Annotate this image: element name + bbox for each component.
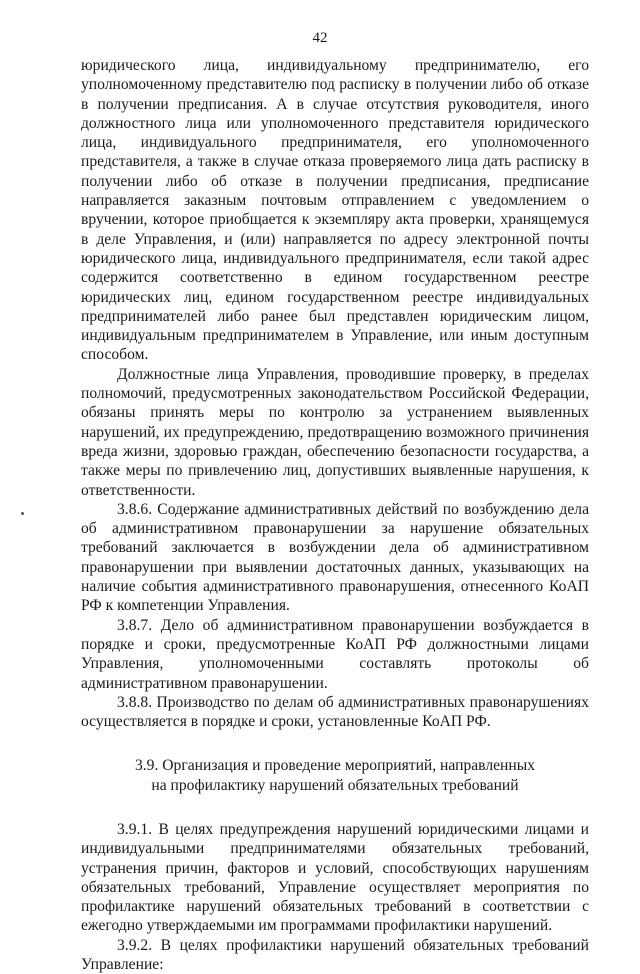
margin-mark bbox=[21, 512, 24, 515]
document-body bbox=[81, 56, 589, 974]
paragraph-3-9-1: 3.9.1. В целях предупреждения нарушений юридическими лицами и индивидуальными предпринимателями обязательных требований, устранения причин, факторов и условий, способствующих нарушениям обязательных требований, Управление осуществляет мероприятия по профилактике нарушений обязательных требований в соответствии с ежегодно утверждаемыми им программами профилактики нарушений. bbox=[81, 820, 589, 935]
section-heading-3-9 bbox=[81, 756, 589, 795]
paragraph-officials-duties: Должностные лица Управления, проводившие проверку, в пределах полномочий, предусмотренных законодательством Российской Федерации, обязаны принять меры по контролю за устранением выявленных нарушений, их предупреждению, предотвращению возможного причинения вреда жизни, здоровью граждан, обеспечению безопасности государства, а также меры по привлечению лиц, допустивших выявленные нарушения, к ответственности. bbox=[81, 365, 589, 499]
paragraph-3-8-7: 3.8.7. Дело об административном правонарушении возбуждается в порядке и сроки, предусмотренные КоАП РФ должностными лицами Управления, уполномоченными составлять протоколы об административном правонарушении. bbox=[81, 616, 589, 692]
paragraph-3-8-8: 3.8.8. Производство по делам об административных правонарушениях осуществляется в порядке и сроки, установленные КоАП РФ. bbox=[81, 693, 589, 731]
paragraph-continuation: юридического лица, индивидуальному предпринимателю, его уполномоченному представителю под расписку в получении либо об отказе в получении предписания. А в случае отсутствия руководителя, иного должностного лица или уполномоченного представителя юридического лица, индивидуального предпринимателя, его уполномоченного представителя, а также в случае отказа проверяемого лица дать расписку в получении либо об отказе в получении предписания, предписание направляется заказным почтовым отправлением с уведомлением о вручении, которое приобщается к экземпляру акта проверки, хранящемуся в деле Управления, и (или) направляется по адресу электронной почты юридического лица, индивидуального предпринимателя, если такой адрес содержится соответственно в едином государственном реестре юридических лиц, едином государственном реестре индивидуальных предпринимателей либо ранее был представлен юридическим лицом, индивидуальным предпринимателем в Управление, или иным доступным способом. bbox=[81, 57, 589, 364]
section-heading-line-2: на профилактику нарушений обязательных требований bbox=[151, 776, 519, 794]
section-heading-line-1: 3.9. Организация и проведение мероприятий, направленных bbox=[134, 757, 536, 775]
paragraph-3-8-6: 3.8.6. Содержание административных действий по возбуждению дела об административном правонарушении за нарушение обязательных требований заключается в возбуждении дела об административном правонарушении при выявлении достаточных данных, указывающих на наличие события административного правонарушения, отнесенного КоАП РФ к компетенции Управления. bbox=[81, 500, 589, 615]
page-number: 42 bbox=[312, 30, 328, 46]
paragraph-3-9-2: 3.9.2. В целях профилактики нарушений обязательных требований Управление: bbox=[81, 936, 589, 974]
